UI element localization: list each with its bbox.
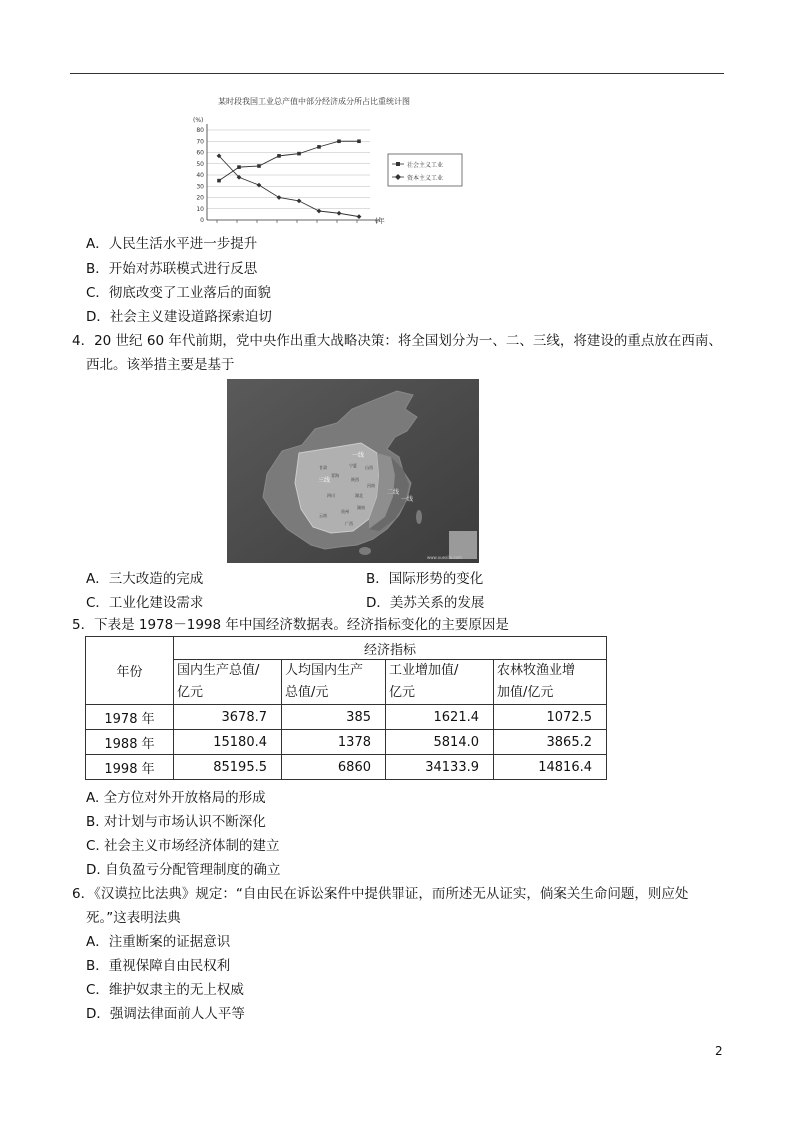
- data-point: [297, 198, 302, 203]
- data-point: [357, 139, 361, 143]
- map-province: 甘肃: [319, 465, 327, 470]
- table-cell: 1978 年: [86, 705, 174, 730]
- table-cell: 385: [282, 705, 386, 730]
- data-point: [277, 195, 282, 200]
- q6-option-b: B．重视保障自由民权利: [86, 958, 231, 974]
- data-point: [257, 164, 261, 168]
- map-province: 云南: [319, 513, 327, 518]
- map-label-first-line: 一线: [401, 496, 414, 503]
- map-province: 湖南: [357, 505, 365, 510]
- map-svg: [227, 379, 479, 563]
- table-cell: 1998 年: [86, 755, 174, 780]
- data-point: [277, 154, 281, 158]
- table-cell: 14816.4: [494, 755, 607, 780]
- legend-label-capitalist: 资本主义工业: [407, 175, 444, 182]
- q4-option-b: B．国际形势的变化: [366, 571, 484, 587]
- table-cell: 3678.7: [174, 705, 282, 730]
- series-line: [219, 141, 359, 180]
- q6-stem-line2: 死。”这表明法典: [86, 910, 181, 926]
- taiwan-island: [416, 510, 422, 524]
- q4-option-c: C．工业化建设需求: [86, 595, 204, 611]
- y-tick-label: 30: [196, 183, 204, 191]
- map-province: 青海: [331, 473, 339, 478]
- chart-title: 某时段我国工业总产值中部分经济成分所占比重统计图: [218, 97, 410, 106]
- table-row: [86, 730, 607, 755]
- table-row: [86, 755, 607, 780]
- hainan-island: [359, 547, 371, 555]
- data-point: [317, 209, 322, 214]
- table-cell: 85195.5: [174, 755, 282, 780]
- q6-option-a: A．注重断案的证据意识: [86, 934, 231, 950]
- q5-stem: 5．下表是 1978－1998 年中国经济数据表。经济指标变化的主要原因是: [72, 617, 509, 633]
- table-col-header: 工业增加值/ 亿元: [386, 660, 494, 705]
- table-cell: 6860: [282, 755, 386, 780]
- table-cell: 3865.2: [494, 730, 607, 755]
- map-label-first-line-top: 一线: [352, 452, 365, 459]
- q6-option-d: D．强调法律面前人人平等: [86, 1006, 245, 1022]
- map-label-third-line: 三线: [318, 477, 331, 484]
- q3-option-a: A．人民生活水平进一步提升: [86, 236, 258, 252]
- data-point: [257, 183, 262, 188]
- table-cell: 1378: [282, 730, 386, 755]
- y-tick-label: 40: [196, 172, 204, 179]
- line-chart: [190, 92, 470, 234]
- y-tick-label: 70: [196, 138, 204, 146]
- table-col-header: 国内生产总值/ 亿元: [174, 660, 282, 705]
- page-number: 2: [715, 1044, 723, 1058]
- table-cell: 34133.9: [386, 755, 494, 780]
- chart-x-label: (年: [375, 217, 385, 225]
- y-tick-label: 10: [196, 205, 204, 213]
- q3-option-c: C．彻底改变了工业落后的面貌: [86, 285, 271, 301]
- q4-stem-line2: 西北。该举措主要是基于: [86, 357, 235, 373]
- table-col-header: 农林牧渔业增 加值/亿元: [494, 660, 607, 705]
- map-province: 陕西: [351, 477, 359, 482]
- legend-label-socialist: 社会主义工业: [407, 162, 444, 169]
- q5-option-c: C. 社会主义市场经济体制的建立: [86, 838, 280, 854]
- y-tick-label: 0: [200, 217, 204, 224]
- data-point: [217, 179, 221, 183]
- map-province: 山西: [365, 465, 373, 470]
- table-col-header: 人均国内生产 总值/元: [282, 660, 386, 705]
- economic-data-table: [85, 636, 607, 780]
- third-line-region: [295, 443, 379, 533]
- table-cell: 1621.4: [386, 705, 494, 730]
- data-point: [237, 165, 241, 169]
- y-tick-label: 20: [196, 194, 204, 202]
- table-header-year: 年份: [86, 637, 174, 705]
- map-province: 湖北: [355, 493, 363, 498]
- y-tick-label: 50: [196, 160, 204, 168]
- map-province: 广西: [345, 521, 353, 526]
- q6-option-c: C．维护奴隶主的无上权威: [86, 982, 244, 998]
- map-province: 宁夏: [349, 463, 357, 468]
- y-tick-label: 80: [196, 127, 204, 134]
- table-cell: 5814.0: [386, 730, 494, 755]
- table-cell: 15180.4: [174, 730, 282, 755]
- table-row: [86, 705, 607, 730]
- y-tick-label: 60: [196, 149, 204, 157]
- chart-unit-label: (%): [193, 117, 204, 124]
- map-watermark: www.xuexila.com: [427, 555, 462, 560]
- map-province: 四川: [327, 493, 335, 498]
- china-map: [227, 379, 479, 563]
- table-cell: 1988 年: [86, 730, 174, 755]
- q4-stem-line1: 4．20 世纪 60 年代前期，党中央作出重大战略决策：将全国划分为一、二、三线，将建设的重点放在西南、: [72, 333, 722, 349]
- legend-marker-square: [396, 162, 400, 166]
- map-province: 河南: [367, 483, 375, 488]
- q5-option-a: A. 全方位对外开放格局的形成: [86, 790, 266, 806]
- data-point: [357, 214, 362, 219]
- data-point: [317, 145, 321, 149]
- q3-option-b: B．开始对苏联模式进行反思: [86, 261, 258, 277]
- map-label-second-line: 二线: [387, 489, 400, 496]
- q5-option-b: B. 对计划与市场认识不断深化: [86, 814, 266, 830]
- data-point: [337, 139, 341, 143]
- q6-stem-line1: 6．《汉谟拉比法典》规定：“自由民在诉讼案件中提供罪证，而所述无从证实，倘案关生命问题，则应处: [72, 886, 689, 902]
- chart-svg: [190, 92, 470, 234]
- q4-option-d: D．美苏关系的发展: [366, 595, 485, 611]
- data-point: [337, 211, 342, 216]
- data-point: [297, 152, 301, 156]
- q3-option-d: D．社会主义建设道路探索迫切: [86, 309, 272, 325]
- map-province: 贵州: [341, 509, 349, 514]
- table-header-group: 经济指标: [174, 637, 607, 660]
- table-cell: 1072.5: [494, 705, 607, 730]
- q4-option-a: A．三大改造的完成: [86, 571, 204, 587]
- q5-option-d: D. 自负盈亏分配管理制度的确立: [86, 862, 281, 878]
- header-rule: [70, 73, 724, 74]
